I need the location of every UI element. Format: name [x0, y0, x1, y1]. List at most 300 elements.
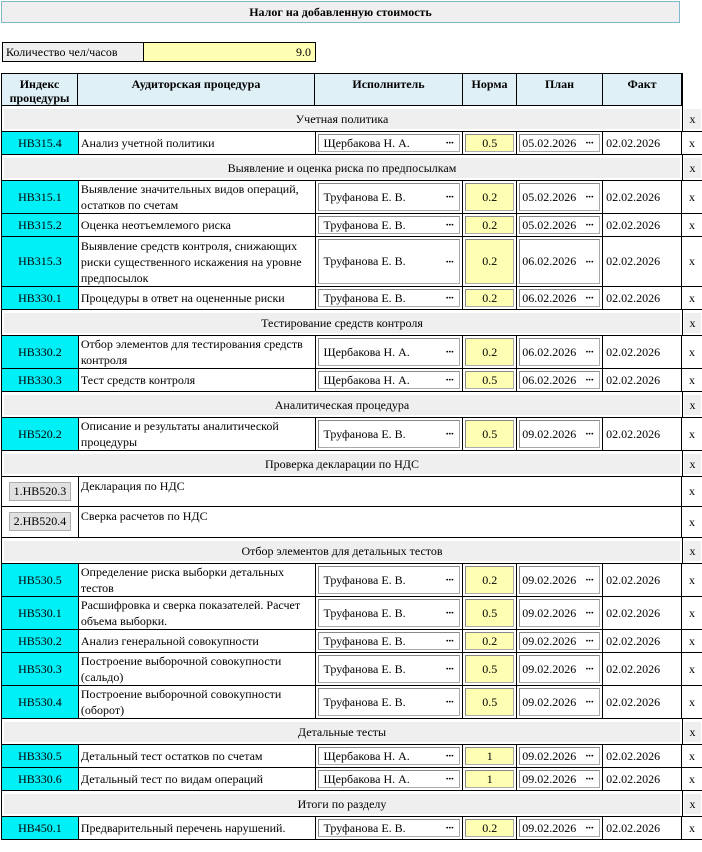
- executor-name: Щербакова Н. А.: [323, 135, 410, 150]
- section-remove-cell: [682, 538, 702, 563]
- more-icon[interactable]: ···: [585, 607, 594, 619]
- procedure-index[interactable]: НВ530.5: [2, 564, 79, 596]
- section-remove-cell: [682, 392, 702, 417]
- norm-field[interactable]: 0.5: [465, 371, 514, 389]
- table-row: [1, 214, 702, 237]
- hours-summary: [2, 42, 316, 62]
- plan-date: 06.02.2026: [522, 290, 577, 305]
- executor-cell: [316, 597, 464, 629]
- executor-field[interactable]: [318, 632, 461, 650]
- procedure-name: Построение выборочной совокупности (оборот): [79, 686, 316, 718]
- section-header: [1, 719, 702, 745]
- plan-cell: [517, 564, 603, 596]
- plan-date: 05.02.2026: [522, 135, 577, 150]
- procedure-index[interactable]: НВ330.5: [2, 745, 79, 767]
- plan-date-field[interactable]: [519, 134, 600, 152]
- plan-cell: [517, 745, 603, 767]
- fact-date: 02.02.2026: [603, 564, 682, 596]
- section-remove-cell: [682, 310, 702, 335]
- section-title-cell: [2, 155, 682, 180]
- executor-cell: [316, 768, 464, 790]
- norm-cell: [463, 745, 517, 767]
- remove-row-button[interactable]: x: [689, 372, 695, 387]
- more-icon[interactable]: ···: [585, 292, 594, 304]
- more-icon[interactable]: ···: [585, 663, 594, 675]
- procedure-name: Процедуры в ответ на оцененные риски: [79, 287, 316, 309]
- section-header: [1, 451, 702, 477]
- procedure-name: Построение выборочной совокупности (сальдо): [79, 653, 316, 685]
- more-icon[interactable]: ···: [445, 374, 454, 386]
- executor-name: Труфанова Е. В.: [323, 572, 406, 587]
- col-norm: Норма: [463, 73, 517, 106]
- procedure-index[interactable]: НВ330.3: [2, 369, 79, 391]
- plan-date-field[interactable]: [519, 371, 600, 389]
- executor-field[interactable]: [318, 819, 461, 837]
- norm-field[interactable]: 0.2: [465, 566, 514, 594]
- norm-cell: [463, 597, 517, 629]
- procedure-index[interactable]: НВ315.3: [2, 237, 79, 286]
- procedure-name: Анализ генеральной совокупности: [79, 630, 316, 652]
- remove-row-button[interactable]: x: [689, 771, 695, 786]
- norm-field[interactable]: 0.2: [465, 289, 514, 307]
- remove-row-button[interactable]: x: [689, 426, 695, 441]
- plan-cell: [517, 817, 603, 839]
- plan-cell: [517, 214, 603, 236]
- more-icon[interactable]: ···: [445, 292, 454, 304]
- remove-row-button[interactable]: x: [689, 748, 695, 763]
- procedure-name: Выявление средств контроля, снижающих риски существенного искажения на уровне предпосылок: [79, 237, 316, 286]
- norm-field[interactable]: 0.2: [465, 183, 514, 211]
- norm-cell: [463, 653, 517, 685]
- fact-date: 02.02.2026: [603, 418, 682, 450]
- procedure-index[interactable]: НВ315.4: [2, 132, 79, 154]
- procedure-index[interactable]: НВ530.1: [2, 597, 79, 629]
- procedure-name: Предварительный перечень нарушений.: [79, 817, 316, 839]
- more-icon[interactable]: ···: [445, 219, 454, 231]
- executor-cell: [316, 817, 464, 839]
- plan-date-field[interactable]: [519, 770, 600, 788]
- plan-date: 06.02.2026: [522, 372, 577, 387]
- fact-date: 02.02.2026: [603, 132, 682, 154]
- executor-name: Труфанова Е. В.: [323, 254, 406, 268]
- procedure-name: Детальный тест по видам операций: [79, 768, 316, 790]
- plan-date-field[interactable]: [519, 632, 600, 650]
- fact-date: 02.02.2026: [603, 597, 682, 629]
- remove-section-button[interactable]: x: [684, 454, 701, 474]
- procedure-name: Анализ учетной политики: [79, 132, 316, 154]
- remove-row-button[interactable]: x: [689, 820, 695, 835]
- procedures-table: [1, 73, 702, 840]
- section-title: Проверка декларации по НДС: [4, 454, 680, 474]
- plan-date-field[interactable]: [519, 216, 600, 234]
- section-remove-cell: [682, 719, 702, 744]
- procedure-index[interactable]: НВ530.3: [2, 653, 79, 685]
- section-header: [1, 538, 702, 564]
- executor-name: Щербакова Н. А.: [323, 344, 410, 359]
- executor-field[interactable]: [318, 420, 461, 448]
- executor-name: Труфанова Е. В.: [323, 820, 406, 835]
- more-icon[interactable]: ···: [585, 574, 594, 586]
- more-icon[interactable]: ···: [445, 428, 454, 440]
- procedure-index[interactable]: НВ330.2: [2, 336, 79, 368]
- section-remove-cell: [682, 451, 702, 476]
- section-header: [1, 155, 702, 181]
- more-icon[interactable]: ···: [585, 191, 594, 203]
- section-header: [1, 392, 702, 418]
- plan-date: 09.02.2026: [522, 771, 577, 786]
- table-row: [1, 653, 702, 686]
- table-row: [1, 745, 702, 768]
- table-row: [1, 418, 702, 451]
- norm-cell: [463, 237, 517, 286]
- remove-row-button[interactable]: x: [689, 254, 695, 268]
- remove-row-button[interactable]: x: [689, 189, 695, 204]
- norm-field[interactable]: 0.5: [465, 655, 514, 683]
- table-header: [1, 73, 702, 106]
- plan-date-field[interactable]: [519, 655, 600, 683]
- remove-section-button[interactable]: x: [684, 109, 701, 129]
- executor-name: Труфанова Е. В.: [323, 290, 406, 305]
- executor-field[interactable]: [318, 183, 461, 211]
- remove-row-button[interactable]: x: [689, 514, 696, 529]
- plan-cell: [517, 653, 603, 685]
- executor-name: Труфанова Е. В.: [323, 217, 406, 232]
- remove-row-button[interactable]: x: [689, 605, 695, 620]
- executor-field[interactable]: [318, 747, 461, 765]
- more-icon[interactable]: ···: [585, 255, 594, 268]
- table-row: [1, 686, 702, 719]
- more-icon[interactable]: ···: [445, 635, 454, 647]
- table-row: [1, 237, 702, 287]
- more-icon[interactable]: ···: [445, 137, 454, 149]
- procedure-index[interactable]: НВ315.1: [2, 181, 79, 213]
- executor-field[interactable]: [318, 688, 461, 716]
- more-icon[interactable]: ···: [585, 750, 594, 762]
- norm-cell: [463, 564, 517, 596]
- section-title: Учетная политика: [4, 109, 680, 129]
- executor-cell: [316, 686, 464, 718]
- remove-row-button[interactable]: x: [689, 344, 695, 359]
- more-icon[interactable]: ···: [585, 374, 594, 386]
- executor-field[interactable]: [318, 770, 461, 788]
- norm-cell: [463, 181, 517, 213]
- col-fact: Факт: [603, 73, 682, 106]
- procedure-name: Тест средств контроля: [79, 369, 316, 391]
- page-title: Налог на добавленную стоимость: [1, 1, 680, 23]
- plan-cell: [517, 336, 603, 368]
- fact-date: 02.02.2026: [603, 214, 682, 236]
- plan-cell: [517, 181, 603, 213]
- plan-date: 06.02.2026: [522, 344, 577, 359]
- table-row: [1, 597, 702, 630]
- norm-cell: [463, 817, 517, 839]
- procedure-name: Сверка расчетов по НДС: [79, 507, 682, 537]
- index-cell: [2, 477, 79, 506]
- norm-cell: [463, 418, 517, 450]
- norm-cell: [463, 630, 517, 652]
- plan-date: 09.02.2026: [522, 748, 577, 763]
- fact-date: 02.02.2026: [603, 768, 682, 790]
- section-header: [1, 310, 702, 336]
- executor-field[interactable]: [318, 134, 461, 152]
- table-row: [1, 768, 702, 791]
- executor-field[interactable]: [318, 216, 461, 234]
- fact-date: 02.02.2026: [603, 237, 682, 286]
- section-header: [1, 791, 702, 817]
- executor-name: Щербакова Н. А.: [323, 771, 410, 786]
- plan-date: 09.02.2026: [522, 633, 577, 648]
- plan-cell: [517, 418, 603, 450]
- more-icon[interactable]: ···: [585, 428, 594, 440]
- executor-field[interactable]: [318, 338, 461, 366]
- plan-cell: [517, 287, 603, 309]
- fact-date: 02.02.2026: [603, 817, 682, 839]
- executor-name: Труфанова Е. В.: [323, 661, 406, 676]
- remove-row-button[interactable]: x: [689, 633, 695, 648]
- procedure-index[interactable]: НВ530.2: [2, 630, 79, 652]
- section-title: Отбор элементов для детальных тестов: [4, 541, 680, 561]
- section-header: [1, 106, 702, 132]
- fact-date: 02.02.2026: [603, 686, 682, 718]
- procedure-index[interactable]: НВ530.4: [2, 686, 79, 718]
- plan-date: 05.02.2026: [522, 217, 577, 232]
- executor-field[interactable]: [318, 566, 461, 594]
- more-icon[interactable]: ···: [585, 773, 594, 785]
- remove-section-button[interactable]: x: [684, 541, 701, 561]
- executor-name: Труфанова Е. В.: [323, 189, 406, 204]
- section-title: Детальные тесты: [4, 722, 680, 742]
- norm-field[interactable]: 0.5: [465, 420, 514, 448]
- plan-date-field[interactable]: [519, 183, 600, 211]
- executor-cell: [316, 369, 464, 391]
- section-title-cell: [2, 791, 682, 816]
- executor-cell: [316, 214, 464, 236]
- procedure-index[interactable]: НВ315.2: [2, 214, 79, 236]
- norm-field[interactable]: 0.5: [465, 599, 514, 627]
- executor-name: Труфанова Е. В.: [323, 633, 406, 648]
- executor-field[interactable]: [318, 239, 461, 284]
- section-title: Итоги по разделу: [4, 794, 680, 814]
- more-icon[interactable]: ···: [585, 219, 594, 231]
- section-title-cell: [2, 106, 682, 131]
- plan-cell: [517, 237, 603, 286]
- remove-row-button[interactable]: x: [689, 572, 695, 587]
- plan-date: 09.02.2026: [522, 605, 577, 620]
- plan-date-field[interactable]: [519, 688, 600, 716]
- section-remove-cell: [682, 155, 702, 180]
- col-spacer: [682, 73, 702, 106]
- remove-row-button[interactable]: x: [689, 290, 695, 305]
- table-body: [1, 106, 702, 840]
- remove-section-button[interactable]: x: [684, 158, 701, 178]
- table-row: [1, 132, 702, 155]
- plan-date-field[interactable]: [519, 420, 600, 448]
- table-row: [1, 564, 702, 597]
- plan-cell: [517, 369, 603, 391]
- norm-cell: [463, 287, 517, 309]
- more-icon[interactable]: ···: [585, 346, 594, 358]
- remove-row-button[interactable]: x: [689, 661, 695, 676]
- table-row: [1, 630, 702, 653]
- plan-date: 09.02.2026: [522, 426, 577, 441]
- more-icon[interactable]: ···: [445, 191, 454, 203]
- plan-date-field[interactable]: [519, 819, 600, 837]
- more-icon[interactable]: ···: [445, 607, 454, 619]
- fact-date: 02.02.2026: [603, 287, 682, 309]
- norm-field[interactable]: 0.2: [465, 338, 514, 366]
- more-icon[interactable]: ···: [445, 822, 454, 834]
- section-remove-cell: [682, 791, 702, 816]
- table-row: [1, 287, 702, 310]
- plan-date: 05.02.2026: [522, 189, 577, 204]
- plan-cell: [517, 597, 603, 629]
- norm-field[interactable]: 1: [465, 770, 514, 788]
- executor-field[interactable]: [318, 371, 461, 389]
- norm-cell: [463, 768, 517, 790]
- executor-cell: [316, 287, 464, 309]
- hours-value: 9.0: [144, 42, 316, 62]
- table-row: [1, 507, 702, 538]
- remove-row-button[interactable]: x: [689, 135, 695, 150]
- more-icon[interactable]: ···: [445, 346, 454, 358]
- executor-name: Труфанова Е. В.: [323, 605, 406, 620]
- section-title: Аналитическая процедура: [4, 395, 680, 415]
- col-plan: План: [517, 73, 603, 106]
- table-row: [1, 336, 702, 369]
- plan-date-field[interactable]: [519, 338, 600, 366]
- col-procedure: Аудиторская процедура: [78, 73, 315, 106]
- section-title-cell: [2, 538, 682, 563]
- more-icon[interactable]: ···: [445, 255, 454, 268]
- col-executor: Исполнитель: [315, 73, 463, 106]
- executor-cell: [316, 237, 464, 286]
- executor-field[interactable]: [318, 289, 461, 307]
- executor-cell: [316, 745, 464, 767]
- more-icon[interactable]: ···: [445, 696, 454, 708]
- executor-field[interactable]: [318, 599, 461, 627]
- plan-date: 09.02.2026: [522, 694, 577, 709]
- norm-field[interactable]: 0.5: [465, 688, 514, 716]
- procedure-name: Декларация по НДС: [79, 477, 682, 506]
- procedure-index-button[interactable]: 2.НВ520.4: [9, 512, 72, 531]
- norm-cell: [463, 686, 517, 718]
- procedure-name: Оценка неотъемлемого риска: [79, 214, 316, 236]
- executor-name: Щербакова Н. А.: [323, 372, 410, 387]
- norm-field[interactable]: 0.2: [465, 819, 514, 837]
- plan-cell: [517, 132, 603, 154]
- more-icon[interactable]: ···: [585, 822, 594, 834]
- executor-cell: [316, 418, 464, 450]
- section-remove-cell: [682, 106, 702, 131]
- plan-cell: [517, 630, 603, 652]
- norm-cell: [463, 132, 517, 154]
- executor-cell: [316, 132, 464, 154]
- norm-field[interactable]: 0.2: [465, 632, 514, 650]
- executor-field[interactable]: [318, 655, 461, 683]
- more-icon[interactable]: ···: [585, 137, 594, 149]
- fact-date: 02.02.2026: [603, 369, 682, 391]
- norm-field[interactable]: 1: [465, 747, 514, 765]
- remove-section-button[interactable]: x: [684, 395, 701, 415]
- fact-date: 02.02.2026: [603, 745, 682, 767]
- more-icon[interactable]: ···: [445, 773, 454, 785]
- col-index: Индекс процедуры: [1, 73, 78, 106]
- procedure-name: Детальный тест остатков по счетам: [79, 745, 316, 767]
- section-title: Тестирование средств контроля: [4, 313, 680, 333]
- remove-row-button[interactable]: x: [689, 484, 696, 498]
- fact-date: 02.02.2026: [603, 630, 682, 652]
- more-icon[interactable]: ···: [445, 574, 454, 586]
- table-row: [1, 181, 702, 214]
- executor-cell: [316, 630, 464, 652]
- procedure-name: Выявление значительных видов операций, остатков по счетам: [79, 181, 316, 213]
- fact-date: 02.02.2026: [603, 181, 682, 213]
- section-title-cell: [2, 451, 682, 476]
- plan-date-field[interactable]: [519, 747, 600, 765]
- fact-date: 02.02.2026: [603, 336, 682, 368]
- executor-name: Щербакова Н. А.: [323, 748, 410, 763]
- table-row: [1, 817, 702, 840]
- executor-cell: [316, 336, 464, 368]
- executor-name: Труфанова Е. В.: [323, 426, 406, 441]
- remove-section-button[interactable]: x: [684, 313, 701, 333]
- procedure-index-button[interactable]: 1.НВ520.3: [9, 482, 72, 501]
- fact-date: 02.02.2026: [603, 653, 682, 685]
- plan-cell: [517, 686, 603, 718]
- procedure-index[interactable]: НВ520.2: [2, 418, 79, 450]
- more-icon[interactable]: ···: [585, 635, 594, 647]
- more-icon[interactable]: ···: [585, 696, 594, 708]
- procedure-name: Расшифровка и сверка показателей. Расчет объема выборки.: [79, 597, 316, 629]
- section-title-cell: [2, 392, 682, 417]
- procedure-index[interactable]: НВ330.6: [2, 768, 79, 790]
- executor-name: Труфанова Е. В.: [323, 694, 406, 709]
- plan-date-field[interactable]: [519, 566, 600, 594]
- remove-section-button[interactable]: x: [684, 722, 701, 742]
- table-row: [1, 477, 702, 507]
- procedure-name: Отбор элементов для тестирования средств контроля: [79, 336, 316, 368]
- section-title-cell: [2, 719, 682, 744]
- plan-date-field[interactable]: [519, 599, 600, 627]
- hours-label: Количество чел/часов: [2, 42, 144, 62]
- plan-date: 09.02.2026: [522, 820, 577, 835]
- norm-field[interactable]: 0.2: [465, 216, 514, 234]
- plan-date-field[interactable]: [519, 239, 600, 284]
- section-title-cell: [2, 310, 682, 335]
- norm-cell: [463, 214, 517, 236]
- procedure-index[interactable]: НВ450.1: [2, 817, 79, 839]
- more-icon[interactable]: ···: [445, 663, 454, 675]
- more-icon[interactable]: ···: [445, 750, 454, 762]
- section-title: Выявление и оценка риска по предпосылкам: [4, 158, 680, 178]
- norm-cell: [463, 336, 517, 368]
- remove-section-button[interactable]: x: [684, 794, 701, 814]
- remove-row-button[interactable]: x: [689, 217, 695, 232]
- executor-cell: [316, 181, 464, 213]
- plan-date: 09.02.2026: [522, 572, 577, 587]
- executor-cell: [316, 653, 464, 685]
- norm-field[interactable]: 0.2: [465, 239, 514, 284]
- procedure-name: Определение риска выборки детальных тестов: [79, 564, 316, 596]
- table-row: [1, 369, 702, 392]
- procedure-index[interactable]: НВ330.1: [2, 287, 79, 309]
- procedure-name: Описание и результаты аналитической процедуры: [79, 418, 316, 450]
- plan-date-field[interactable]: [519, 289, 600, 307]
- plan-cell: [517, 768, 603, 790]
- remove-row-button[interactable]: x: [689, 694, 695, 709]
- norm-field[interactable]: 0.5: [465, 134, 514, 152]
- plan-date: 09.02.2026: [522, 661, 577, 676]
